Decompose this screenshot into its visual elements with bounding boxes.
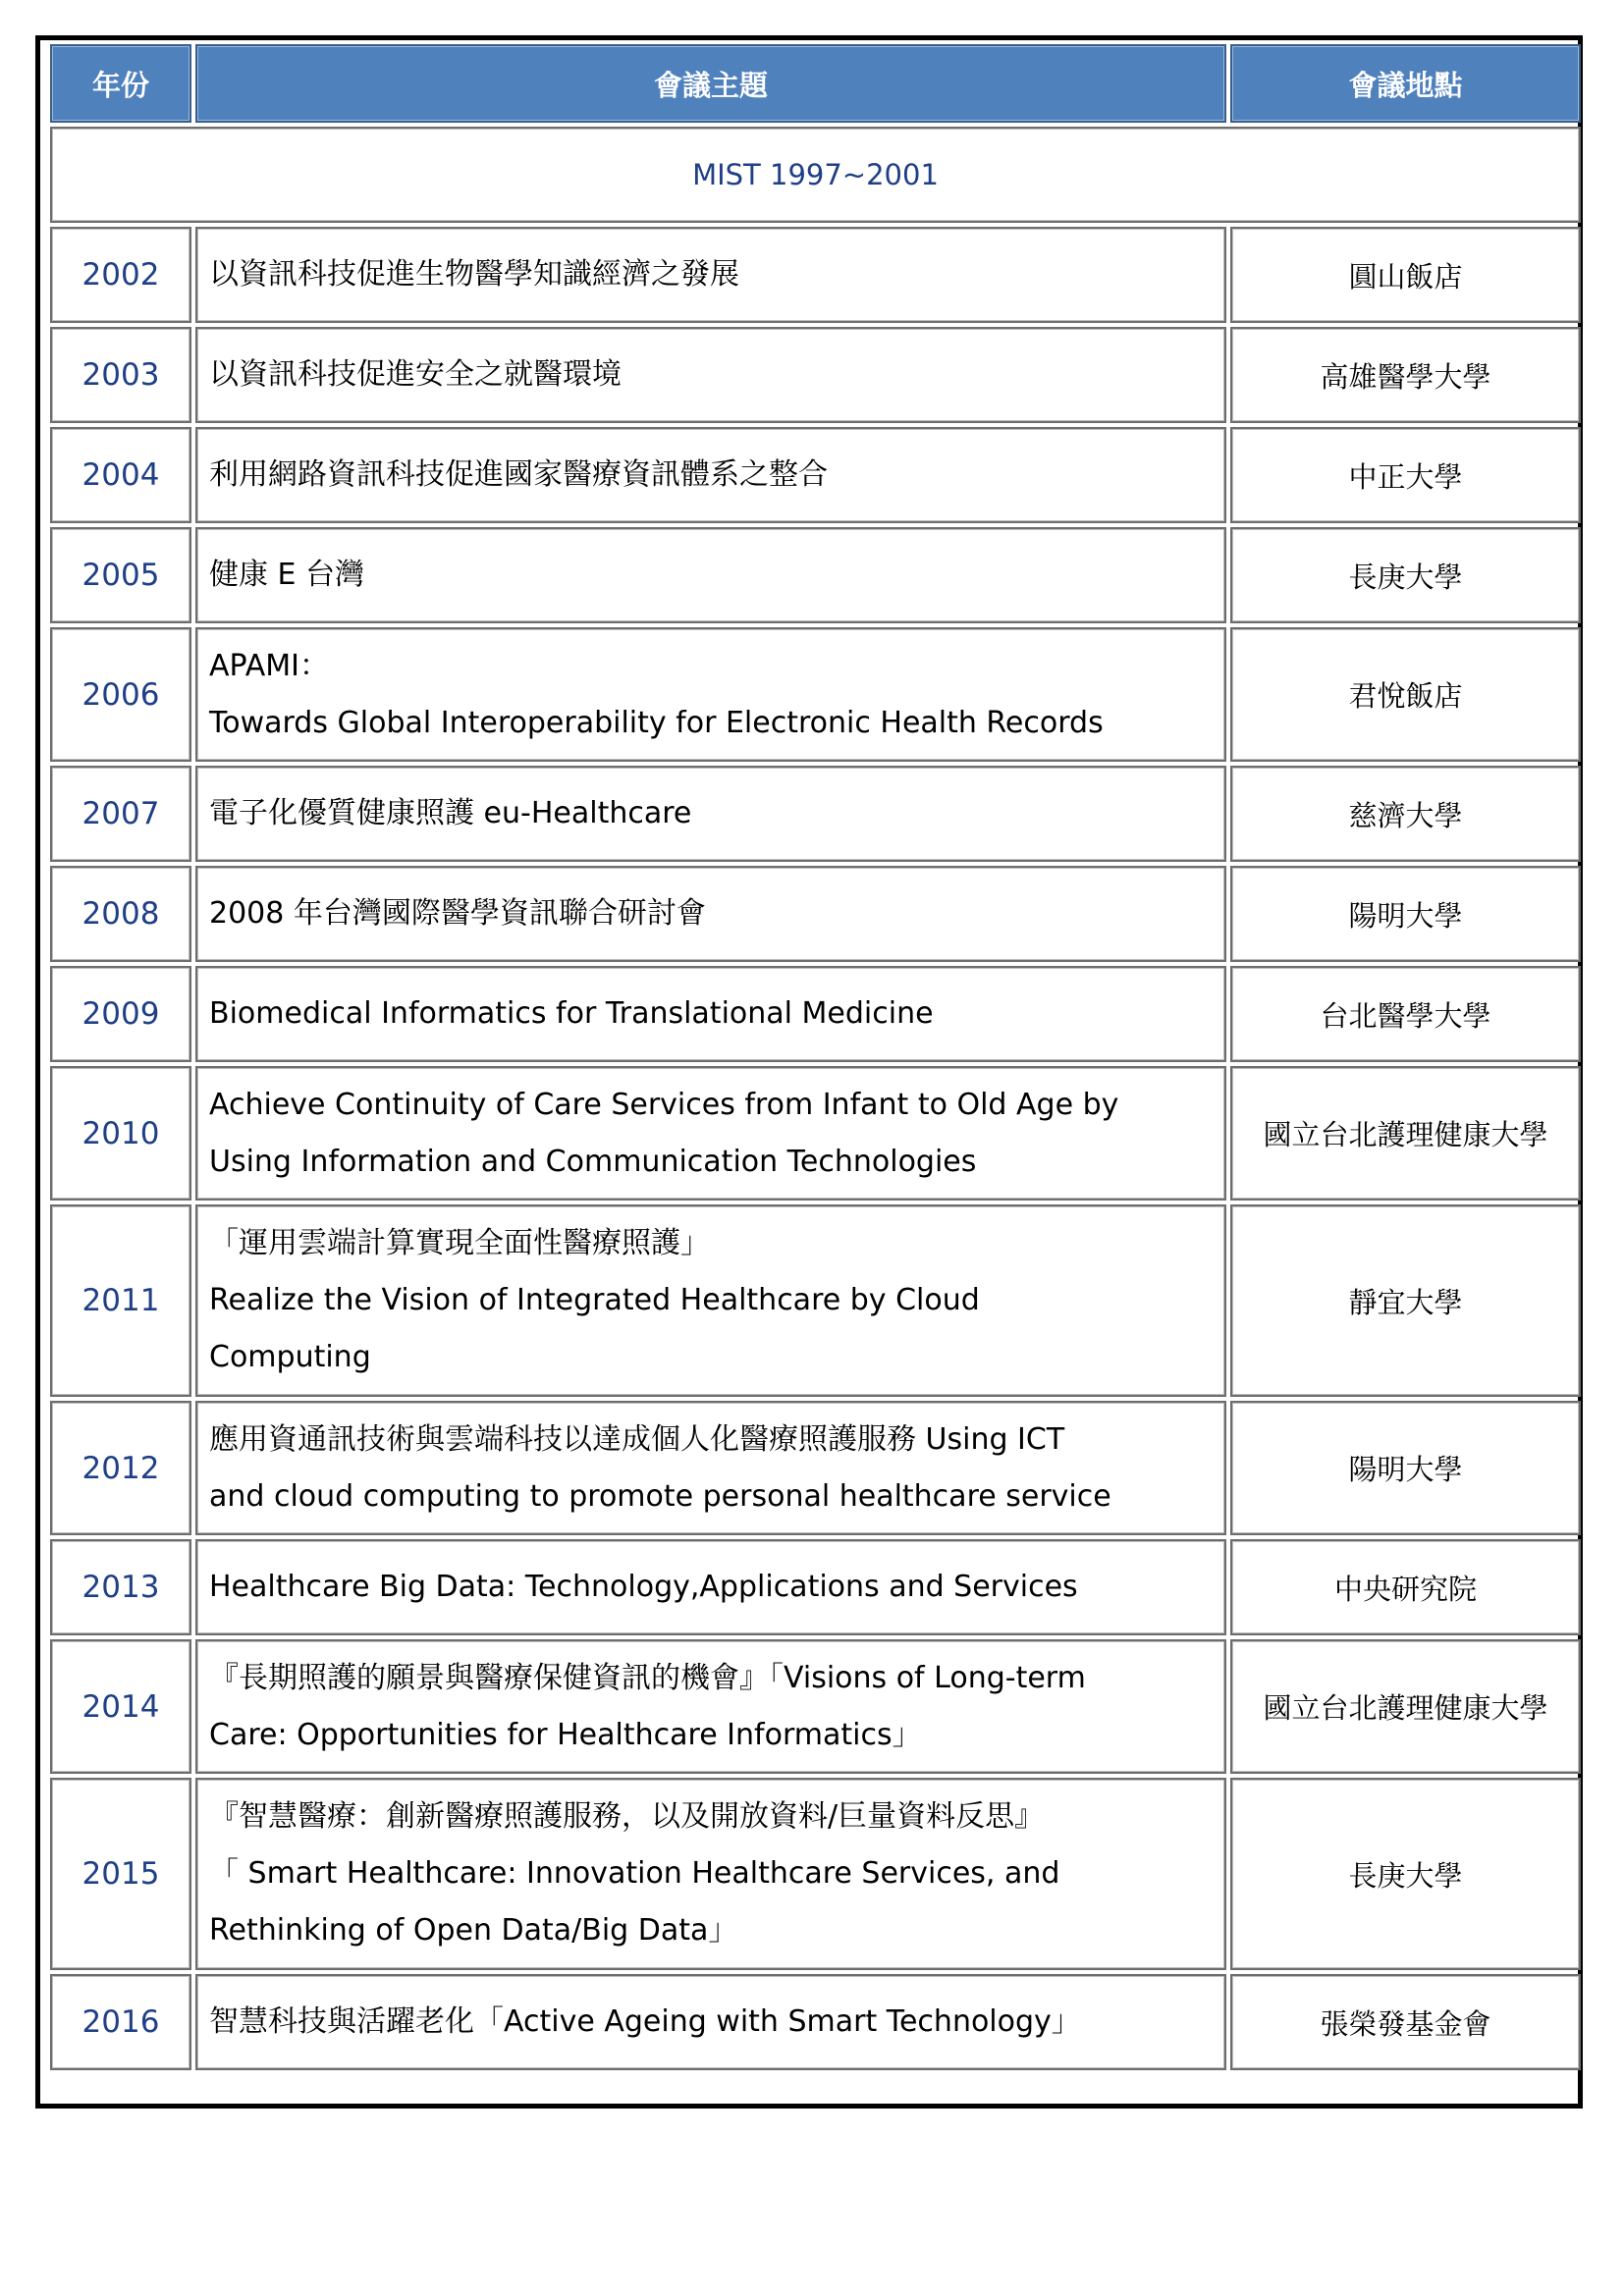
header-row xyxy=(50,44,1581,123)
topic-cell: Achieve Continuity of Care Services from Infant to Old Age by Using Information and Communication Technologies xyxy=(195,1066,1226,1201)
topic-cell: 『智慧醫療：創新醫療照護服務，以及開放資料/巨量資料反思』 「 Smart Healthcare: Innovation Healthcare Services, and Rethinking of Open Data/Big Data」 xyxy=(195,1778,1226,1970)
topic-cell: 應用資通訊技術與雲端科技以達成個人化醫療照護服務 Using ICT and cloud computing to promote personal healthcare service xyxy=(195,1401,1226,1535)
place-cell: 長庚大學 xyxy=(1230,1778,1581,1970)
header-year: 年份 xyxy=(50,44,191,123)
table-row xyxy=(50,427,1581,523)
table-row xyxy=(50,1066,1581,1201)
place-cell: 國立台北護理健康大學 xyxy=(1230,1639,1581,1774)
table-row xyxy=(50,966,1581,1062)
table-row xyxy=(50,1401,1581,1535)
table-row xyxy=(50,527,1581,623)
table-row xyxy=(50,766,1581,862)
place-cell: 靜宜大學 xyxy=(1230,1204,1581,1397)
table-row xyxy=(50,1639,1581,1774)
year-cell: 2012 xyxy=(50,1401,191,1535)
place-cell: 陽明大學 xyxy=(1230,1401,1581,1535)
topic-cell: 以資訊科技促進生物醫學知識經濟之發展 xyxy=(195,227,1226,323)
place-cell: 長庚大學 xyxy=(1230,527,1581,623)
topic-cell: 2008 年台灣國際醫學資訊聯合研討會 xyxy=(195,866,1226,962)
table-frame xyxy=(35,35,1583,2109)
place-cell: 君悅飯店 xyxy=(1230,627,1581,762)
topic-cell: 智慧科技與活躍老化「Active Ageing with Smart Technology」 xyxy=(195,1974,1226,2070)
year-cell: 2010 xyxy=(50,1066,191,1201)
topic-cell: Healthcare Big Data: Technology,Applications and Services xyxy=(195,1539,1226,1635)
place-cell: 張榮發基金會 xyxy=(1230,1974,1581,2070)
place-cell: 台北醫學大學 xyxy=(1230,966,1581,1062)
topic-cell: 利用網路資訊科技促進國家醫療資訊體系之整合 xyxy=(195,427,1226,523)
table-row xyxy=(50,227,1581,323)
year-cell: 2015 xyxy=(50,1778,191,1970)
place-cell: 陽明大學 xyxy=(1230,866,1581,962)
table-row xyxy=(50,1974,1581,2070)
place-cell: 中正大學 xyxy=(1230,427,1581,523)
place-cell: 高雄醫學大學 xyxy=(1230,327,1581,423)
table-row xyxy=(50,327,1581,423)
year-cell: 2009 xyxy=(50,966,191,1062)
table-row xyxy=(50,1778,1581,1970)
table-row xyxy=(50,866,1581,962)
year-cell: 2007 xyxy=(50,766,191,862)
year-cell: 2006 xyxy=(50,627,191,762)
table-row xyxy=(50,627,1581,762)
span-row xyxy=(50,127,1581,223)
table-row xyxy=(50,1204,1581,1397)
year-cell: 2003 xyxy=(50,327,191,423)
table-row xyxy=(50,1539,1581,1635)
span-row-label: MIST 1997~2001 xyxy=(50,127,1581,223)
header-topic: 會議主題 xyxy=(195,44,1226,123)
year-cell: 2013 xyxy=(50,1539,191,1635)
year-cell: 2008 xyxy=(50,866,191,962)
place-cell: 中央研究院 xyxy=(1230,1539,1581,1635)
topic-cell: 電子化優質健康照護 eu-Healthcare xyxy=(195,766,1226,862)
year-cell: 2014 xyxy=(50,1639,191,1774)
conference-table xyxy=(46,40,1585,2074)
place-cell: 國立台北護理健康大學 xyxy=(1230,1066,1581,1201)
place-cell: 圓山飯店 xyxy=(1230,227,1581,323)
year-cell: 2011 xyxy=(50,1204,191,1397)
year-cell: 2005 xyxy=(50,527,191,623)
topic-cell: 健康 E 台灣 xyxy=(195,527,1226,623)
topic-cell: 「運用雲端計算實現全面性醫療照護」 Realize the Vision of Integrated Healthcare by Cloud Computing xyxy=(195,1204,1226,1397)
year-cell: 2002 xyxy=(50,227,191,323)
place-cell: 慈濟大學 xyxy=(1230,766,1581,862)
year-cell: 2016 xyxy=(50,1974,191,2070)
topic-cell: 『長期照護的願景與醫療保健資訊的機會』「Visions of Long-term Care: Opportunities for Healthcare Informatics」 xyxy=(195,1639,1226,1774)
year-cell: 2004 xyxy=(50,427,191,523)
header-place: 會議地點 xyxy=(1230,44,1581,123)
topic-cell: 以資訊科技促進安全之就醫環境 xyxy=(195,327,1226,423)
topic-cell: Biomedical Informatics for Translational Medicine xyxy=(195,966,1226,1062)
topic-cell: APAMI： Towards Global Interoperability for Electronic Health Records xyxy=(195,627,1226,762)
